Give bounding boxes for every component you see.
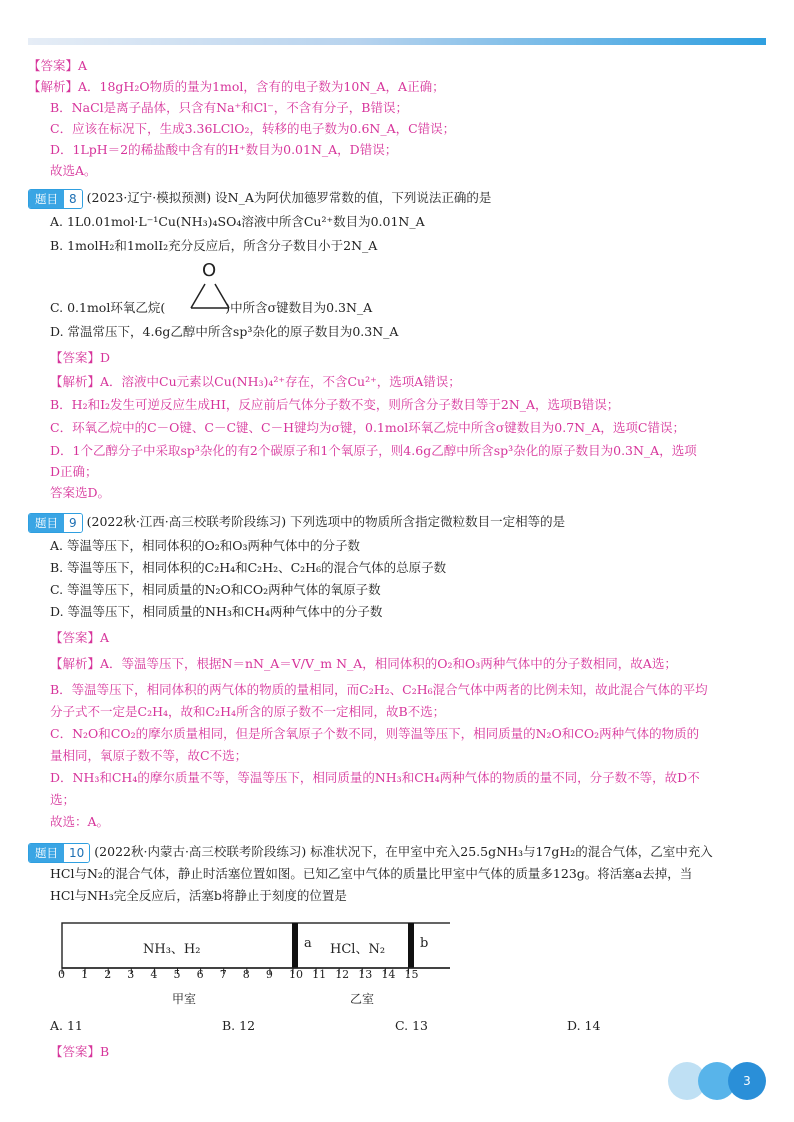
q9-explain-line: D．NH₃和CH₄的摩尔质量不等，等温等压下，相同质量的NH₃和CH₄两种气体的物质的量不同，分子数不等，故D不 [50, 770, 700, 785]
q7-explain-line: 故选A。 [50, 163, 97, 178]
question-number: 10 [64, 844, 89, 862]
q8-option: B. 1molH₂和1molI₂充分反应后，所含分子数目小于2N_A [50, 238, 378, 253]
q9-explain-line: 量相同，氧原子数不等，故C不选； [50, 748, 248, 763]
q9-option: A. 等温等压下，相同体积的O₂和O₃两种气体中的分子数 [50, 538, 360, 553]
scale-tick-label: 12 [335, 968, 350, 981]
q9-explain-line: C．N₂O和CO₂的摩尔质量相同，但是所含氧原子个数不同，则等温等压下，相同质量的N₂O和CO₂两种气体的物质的 [50, 726, 700, 741]
q9-explain-line: 分子式不一定是C₂H₄，故和C₂H₄所含的原子数不一定相同，故B不选； [50, 704, 446, 719]
q8-option-c-end: )中所含σ键数目为0.3N_A [225, 300, 373, 315]
q8-answer [50, 348, 110, 368]
question-badge [28, 189, 83, 209]
q8-option: D. 常温常压下，4.6g乙醇中所含sp³杂化的原子数目为0.3N_A [50, 324, 399, 339]
q8-stem-row [28, 188, 491, 209]
q8-explain-line: 答案选D。 [50, 485, 111, 500]
scale-tick-label: 1 [81, 968, 89, 981]
q9-stem: (2022秋·江西·高三校联考阶段练习) 下列选项中的物质所含指定微粒数目一定相等的是 [86, 514, 566, 529]
scale-ticks [62, 968, 409, 974]
scale-tick-label: 8 [242, 968, 250, 981]
q10-option: D. 14 [567, 1018, 601, 1033]
page-number-badge [676, 1062, 766, 1100]
q10-option: C. 13 [395, 1018, 428, 1033]
q8-explain-line: D．1个乙醇分子中采取sp³杂化的有2个碳原子和1个氧原子，则4.6g乙醇中所含sp³杂化的原子数目为0.3N_A，选项 [50, 443, 697, 458]
q8-stem: (2023·辽宁·模拟预测) 设N_A为阿伏加德罗常数的值，下列说法正确的是 [86, 190, 492, 205]
q10-stem-row [28, 842, 713, 863]
q7-explain-line: D．1LpH＝2的稀盐酸中含有的H⁺数目为0.01N_A，D错误； [50, 142, 398, 157]
piston-b-icon [408, 923, 414, 968]
right-room-label: 乙室 [350, 992, 375, 1006]
q8-explain-line: B．H₂和I₂发生可逆反应生成HI，反应前后气体分子数不变，则所含分子数目等于2N_A，选项B错误； [50, 397, 620, 412]
scale-tick-label: 2 [104, 968, 112, 981]
q9-option: B. 等温等压下，相同体积的C₂H₄和C₂H₂、C₂H₆的混合气体的总原子数 [50, 560, 447, 575]
q7-explain-line: B．NaCl是离子晶体，只含有Na⁺和Cl⁻，不含有分子，B错误； [50, 100, 408, 115]
scale-tick-label: 13 [358, 968, 373, 981]
q10-stem-line: HCl与N₂的混合气体，静止时活塞位置如图。已知乙室中气体的质量比甲室中气体的质量多123g。将活塞a去掉，当 [50, 866, 693, 881]
q9-explain-line: B．等温等压下，相同体积的两气体的物质的量相同，而C₂H₂、C₂H₆混合气体中两者的比例未知，故此混合气体的平均 [50, 682, 708, 697]
q8-explain-line: D正确； [50, 464, 98, 479]
question-badge-word: 题目 [29, 514, 64, 532]
piston-a-label: a [304, 936, 312, 951]
question-badge-word: 题目 [29, 190, 64, 208]
scale-tick-label: 10 [289, 968, 303, 981]
scale-tick-label: 4 [150, 968, 158, 981]
q8-option-c-start: C. 0.1mol环氧乙烷( [50, 300, 166, 315]
q10-option: A. 11 [50, 1018, 83, 1033]
q9-answer [50, 628, 109, 648]
q9-answer-text: 【答案】A [50, 630, 110, 645]
q7-answer: 【答案】A [28, 58, 88, 73]
question-badge [28, 843, 90, 863]
scale-tick-label: 7 [219, 968, 227, 981]
q8-answer-text: 【答案】D [50, 350, 111, 365]
q7-explain-line: 【解析】A．18gH₂O物质的量为1mol，含有的电子数为10N_A，A正确； [28, 79, 445, 94]
header-gradient-bar [28, 38, 766, 45]
page-number: 3 [728, 1062, 766, 1100]
q9-option: D. 等温等压下，相同质量的NH₃和CH₄两种气体中的分子数 [50, 604, 383, 619]
left-room-label: 甲室 [172, 992, 197, 1006]
q8-explain-line: C．环氧乙烷中的C－O键、C－C键、C－H键均为σ键，0.1mol环氧乙烷中所含σ键数目为0.7N_A，选项C错误； [50, 420, 685, 435]
piston-diagram [30, 868, 450, 1006]
scale-tick-label: 3 [127, 968, 135, 981]
question-number: 9 [64, 514, 82, 532]
q9-explain-line: 选； [50, 792, 76, 807]
q8-option [50, 298, 372, 318]
left-gas-label: NH₃、H₂ [143, 942, 201, 957]
piston-b-label: b [420, 936, 429, 951]
scale-tick-label: 5 [173, 968, 181, 981]
q9-explain-line: 【解析】A．等温等压下，根据N＝nN_A＝V/V_m N_A，相同体积的O₂和O₃两种气体中的分子数相同，故A选； [50, 656, 677, 671]
q10-answer: 【答案】B [50, 1044, 110, 1059]
question-number: 8 [64, 190, 82, 208]
right-gas-label: HCl、N₂ [330, 942, 386, 957]
q7-explain-line: C．应该在标况下，生成3.36LClO₂，转移的电子数为0.6N_A，C错误； [50, 121, 456, 136]
epoxide-oxygen: O [202, 260, 217, 281]
scale-tick-label: 14 [381, 968, 396, 981]
question-badge [28, 513, 83, 533]
q9-option: C. 等温等压下，相同质量的N₂O和CO₂两种气体的氧原子数 [50, 582, 381, 597]
q10-stem: (2022秋·内蒙古·高三校联考阶段练习) 标准状况下，在甲室中充入25.5gNH₃与17gH₂的混合气体，乙室中充入 [94, 844, 713, 859]
q8-explain-line: 【解析】A．溶液中Cu元素以Cu(NH₃)₄²⁺存在，不含Cu²⁺，选项A错误； [50, 374, 461, 389]
q10-stem-line: HCl与NH₃完全反应后，活塞b将静止于刻度的位置是 [50, 888, 347, 903]
q8-option: A. 1L0.01mol·L⁻¹Cu(NH₃)₄SO₄溶液中所含Cu²⁺数目为0.01N_A [50, 214, 425, 229]
question-badge-word: 题目 [29, 844, 64, 862]
scale-tick-label: 9 [265, 968, 273, 981]
piston-a-icon [292, 923, 298, 968]
q9-stem-row [28, 512, 565, 533]
scale-tick-label: 11 [312, 968, 327, 981]
q9-explain-line: 故选：A。 [50, 814, 110, 829]
q10-option: B. 12 [222, 1018, 256, 1033]
scale-tick-label: 0 [58, 968, 65, 981]
scale-tick-label: 6 [196, 968, 204, 981]
scale-tick-label: 15 [404, 968, 419, 981]
